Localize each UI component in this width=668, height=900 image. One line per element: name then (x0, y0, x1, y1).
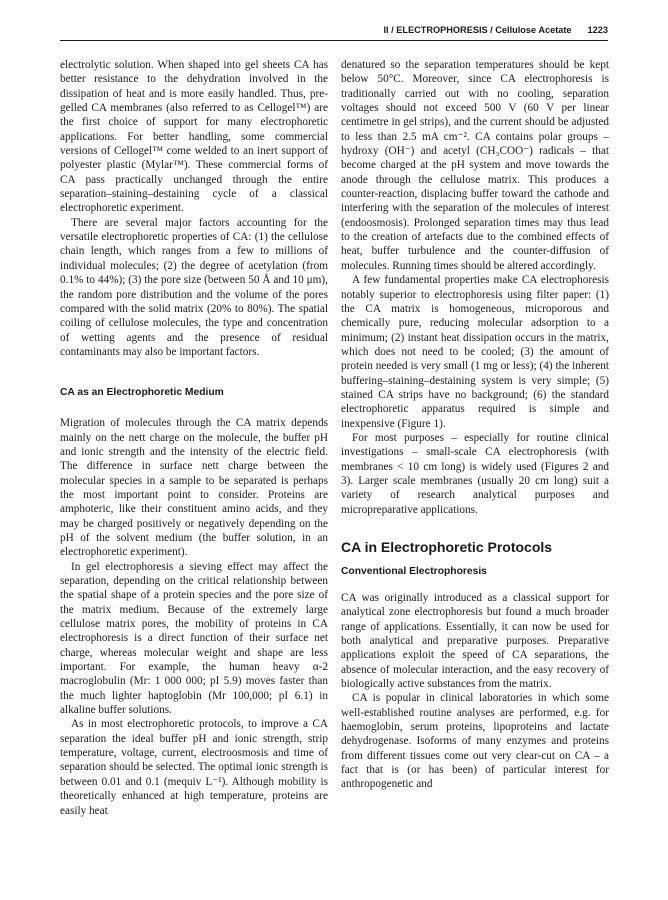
paragraph: There are several major factors accounting for the versatile electrophoretic properties of CA: (1) the cellulose chain length, which ranges from a few to millions of individual molecules; (2) the degree of acetylation (from 0.1% to 44%); (3) the pore size (between 50 Å and 10 μm), the random pore distribution and the volume of the pores compared with the solid matrix (20% to 80%). The spatial coiling of cellulose molecules, the type and concentration of wetting agents and the presence of residual contaminants may also be important factors. (60, 216, 328, 358)
page-number: 1223 (587, 25, 608, 35)
subsection-heading: CA as an Electrophoretic Medium (60, 387, 224, 399)
paragraph: A few fundamental properties make CA electrophoresis notably superior to electrophoresis using filter paper: (1) the CA matrix is homogeneous, microporous and chemically pure, reducing molecular adsorption to a minimum; (2) instant heat dissipation occurs in the matrix, which does not need to be cooled; (3) the amount of protein needed is very small (1 mg or less); (4) the inherent buffering–staining–destaining system is very simple; (5) stained CA strips have no background; (6) the standard electrophoretic apparatus required is simple and inexpensive (Figure 1). (341, 274, 609, 430)
paragraph: denatured so the separation temperatures should be kept below 50°C. Moreover, since CA electrophoresis is traditionally carried out with no cooling, separation voltages should not exceed 500 V (60 V per linear centimetre in gel strips), and the current should be adjusted to less than 2.5 mA cm⁻². CA contains polar groups – hydroxy (OH⁻) and acetyl (CH₃COO⁻) radicals – that become charged at the pH system and move towards the anode through the cellulose matrix. This produces a counter-reaction, displacing buffer toward the cathode and interfering with the separation of the molecules of interest (endoosmosis). Prolonged separation times may thus lead to the creation of artefacts due to the combined effects of heat, buffer turbulence and the counter-diffusion of molecules. Running times should be altered accordingly. (341, 59, 609, 272)
section-heading: CA in Electrophoretic Protocols (341, 539, 553, 555)
left-column (60, 58, 328, 818)
paragraph: In gel electrophoresis a sieving effect may affect the separation, depending on the critical relationship between the spatial shape of a protein species and the pore size of the matrix medium. Because of the extremely large cellulose matrix pores, the mobility of proteins in CA electrophoresis is a direct function of their surface net charge, whereas molecular weight and shape are less important. For example, the human heavy α-2 macroglobulin (Mr: 1 000 000; pI 5.9) moves faster than the much lighter haptoglobin (Mr 100,000; pI 6.1) in alkaline buffer solutions. (60, 560, 328, 717)
paragraph: electrolytic solution. When shaped into gel sheets CA has better resistance to the dehydration involved in the dissipation of heat and is more easily handled. Thus, pre-gelled CA membranes (also referred to as Cellogel™) are the first choice of support for many electrophoretic applications. For better handling, some commercial versions of Cellogel™ come welded to an inert support of polyester plastic (Mylar™). These commercial forms of CA pass practically unchanged through the entire separation–staining–destaining cycle of a classical electrophoretic experiment. (60, 59, 328, 215)
running-title: II / ELECTROPHORESIS / Cellulose Acetate (383, 25, 572, 35)
paragraph: CA was originally introduced as a classical support for analytical zone electrophoresis but found a much broader range of applications. Essentially, it can now be used for both analytical and preparative purposes. Preparative applications exploit the speed of CA separations, the absence of molecular interaction, and the easy recovery of biologically active substances from the matrix. (341, 592, 609, 691)
paragraph: Migration of molecules through the CA matrix depends mainly on the nett charge on the molecule, the buffer pH and ionic strength and the intensity of the electric field. The difference in surface nett charge between the molecular species in a sample to be separated is perhaps the most important point to consider. Proteins are amphoteric, like their constituent amino acids, and they may be charged positively or negatively depending on the pH of the solvent medium (the buffer solution, in an electrophoretic experiment). (60, 417, 328, 559)
subsection-heading: Conventional Electrophoresis (341, 566, 487, 577)
paragraph: As in most electrophoretic protocols, to improve a CA separation the ideal buffer pH and ionic strength, strip temperature, voltage, current, electroosmosis and time of separation should be selected. The optimal ionic strength is between 0.01 and 0.1 (mequiv L⁻¹). Although mobility is theoretically enhanced at high temperature, proteins are easily heat (60, 718, 328, 817)
right-column (341, 58, 609, 792)
paragraph: CA is popular in clinical laboratories in which some well-established routine analyses are performed, e.g. for haemoglobin, serum proteins, lipoproteins and lactate dehydrogenase. Isoforms of many enzymes and proteins from different tissues come out very clear-cut on CA – a fact that is (or has been) of particular interest for anthropogenetic and (341, 692, 609, 791)
paragraph: For most purposes – especially for routine clinical investigations – small-scale CA electrophoresis (with membranes < 10 cm long) is widely used (Figures 2 and 3). Larger scale membranes (usually 20 cm long) suit a variety of research analytical purposes and micropreparative applications. (341, 431, 609, 516)
running-header (60, 22, 608, 41)
